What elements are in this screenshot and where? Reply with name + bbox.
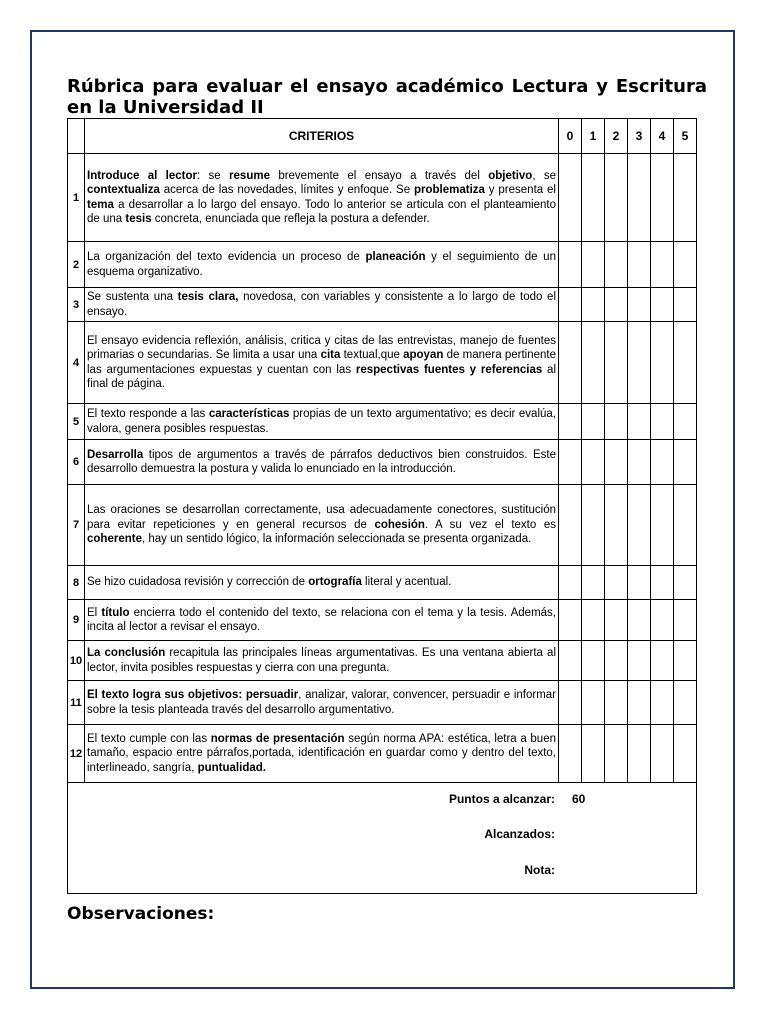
- criterion-fragment: al final de página.: [87, 363, 557, 390]
- score-cell-5[interactable]: [674, 485, 697, 566]
- criterion-text: [85, 646, 558, 675]
- score-cell-1[interactable]: [582, 288, 605, 322]
- rubric-row: [68, 322, 697, 404]
- header-row: [68, 119, 697, 154]
- score-cell-0[interactable]: [559, 681, 582, 725]
- points-value: 60: [572, 792, 586, 806]
- score-cell-5[interactable]: [674, 641, 697, 681]
- criterion-keyword: respectivas fuentes y referencias: [355, 363, 543, 376]
- score-cell-1[interactable]: [582, 154, 605, 242]
- criterion-fragment: y presenta el: [484, 184, 556, 196]
- criterion-fragment: y el seguimiento de un esquema organizativo.: [87, 251, 556, 278]
- criterion-cell: [85, 641, 559, 681]
- score-cell-2[interactable]: [605, 154, 628, 242]
- criterion-keyword: Introduce al lector: [87, 169, 197, 182]
- score-cell-0[interactable]: [559, 566, 582, 600]
- score-cell-2[interactable]: [605, 242, 628, 288]
- score-cell-5[interactable]: [674, 154, 697, 242]
- criterion-fragment: Las oraciones se desarrollan correctamente, usa adecuadamente conectores, sustitución para evitar repeticiones y en general recursos de: [87, 504, 556, 531]
- score-cell-2[interactable]: [605, 600, 628, 641]
- score-cell-1[interactable]: [582, 440, 605, 485]
- criterion-fragment: según norma APA: estética, letra a buen tamaño, espacio entre párrafos,portada, identificación en guardar como y dentro del texto, interlineado, sangría,: [87, 732, 556, 774]
- criterion-text: [85, 688, 558, 717]
- totals-row: [68, 783, 697, 894]
- criterion-keyword: características: [208, 408, 290, 420]
- score-cell-4[interactable]: [651, 600, 674, 641]
- document-title: Rúbrica para evaluar el ensayo académico Lectura y Escritura en la Universidad II: [67, 76, 707, 118]
- rubric-row: [68, 725, 697, 783]
- score-cell-0[interactable]: [559, 288, 582, 322]
- criterion-keyword: problematiza: [413, 184, 485, 196]
- row-number: 11: [68, 681, 85, 725]
- row-number: 9: [68, 600, 85, 641]
- score-cell-4[interactable]: [651, 641, 674, 681]
- criterion-text: [85, 732, 558, 776]
- criterion-cell: [85, 681, 559, 725]
- score-header-5: 5: [674, 119, 697, 154]
- score-cell-5[interactable]: [674, 288, 697, 322]
- row-number: 3: [68, 288, 85, 322]
- criterion-fragment: , hay un sentido lógico, la información seleccionada se presenta organizada.: [141, 533, 532, 546]
- score-cell-2[interactable]: [605, 725, 628, 783]
- score-cell-4[interactable]: [651, 440, 674, 485]
- score-cell-5[interactable]: [674, 566, 697, 600]
- criterion-text: [85, 503, 558, 547]
- score-cell-1[interactable]: [582, 322, 605, 404]
- score-cell-1[interactable]: [582, 681, 605, 725]
- score-cell-5[interactable]: [674, 440, 697, 485]
- score-cell-5[interactable]: [674, 681, 697, 725]
- criterion-text: [85, 290, 558, 319]
- score-cell-0[interactable]: [559, 600, 582, 641]
- row-number: 1: [68, 154, 85, 242]
- row-number: 2: [68, 242, 85, 288]
- row-number: 8: [68, 566, 85, 600]
- criterion-fragment: El: [87, 606, 102, 619]
- score-cell-4[interactable]: [651, 566, 674, 600]
- score-cell-4[interactable]: [651, 154, 674, 242]
- score-cell-1[interactable]: [582, 242, 605, 288]
- criterion-keyword: El texto logra sus objetivos: persuadir: [87, 689, 299, 701]
- score-cell-3[interactable]: [628, 440, 651, 485]
- score-cell-4[interactable]: [651, 288, 674, 322]
- number-header: [68, 119, 85, 154]
- criterion-keyword: contextualiza: [87, 184, 160, 196]
- score-header-1: 1: [582, 119, 605, 154]
- criterion-fragment: encierra todo el contenido del texto, se relaciona con el tema y la tesis. Además, incita al lector a revisar el ensayo.: [87, 606, 556, 633]
- criterion-cell: [85, 242, 559, 288]
- score-cell-4[interactable]: [651, 725, 674, 783]
- criterion-fragment: textual,que: [340, 349, 404, 361]
- score-cell-1[interactable]: [582, 566, 605, 600]
- points-label: Puntos a alcanzar:: [448, 792, 555, 806]
- criterion-cell: [85, 404, 559, 440]
- criterion-fragment: Se sustenta una: [87, 291, 178, 303]
- criterion-keyword: cita: [320, 349, 341, 361]
- rubric-row: [68, 681, 697, 725]
- criterion-fragment: tipos de argumentos a través de párrafos deductivos bien construidos. Este desarrollo demuestra la postura y valida lo enunciado en la introducción.: [87, 448, 556, 475]
- criterion-text: [85, 407, 558, 436]
- criterion-keyword: título: [101, 606, 130, 619]
- score-cell-1[interactable]: [582, 600, 605, 641]
- rubric-row: [68, 242, 697, 288]
- score-header-2: 2: [605, 119, 628, 154]
- rubric-row: [68, 288, 697, 322]
- totals-cell: [68, 783, 697, 894]
- score-cell-5[interactable]: [674, 322, 697, 404]
- score-cell-4[interactable]: [651, 485, 674, 566]
- score-cell-2[interactable]: [605, 404, 628, 440]
- rubric-table: [67, 118, 697, 894]
- score-header-0: 0: [559, 119, 582, 154]
- score-cell-1[interactable]: [582, 404, 605, 440]
- score-cell-0[interactable]: [559, 322, 582, 404]
- criterion-fragment: a desarrollar a lo largo del ensayo. Todo lo anterior se articula con el planteamiento de una: [87, 198, 556, 225]
- score-cell-5[interactable]: [674, 404, 697, 440]
- criterion-keyword: coherente: [87, 533, 142, 546]
- score-cell-0[interactable]: [559, 725, 582, 783]
- criterion-fragment: El ensayo evidencia reflexión, análisis, critica y citas de las entrevistas, manejo de fuentes primarias o secundarias. Se limita a usar una: [87, 334, 556, 361]
- criterion-cell: [85, 322, 559, 404]
- score-cell-2[interactable]: [605, 641, 628, 681]
- criterion-fragment: acerca de las novedades, límites y enfoque. Se: [159, 184, 414, 196]
- criterion-text: [85, 169, 558, 227]
- criterion-keyword: cohesión: [374, 518, 425, 531]
- score-cell-2[interactable]: [605, 681, 628, 725]
- score-cell-3[interactable]: [628, 154, 651, 242]
- criterion-keyword: tesis: [125, 213, 152, 225]
- criterion-keyword: puntualidad.: [197, 761, 266, 774]
- score-cell-0[interactable]: [559, 242, 582, 288]
- score-cell-3[interactable]: [628, 242, 651, 288]
- score-header-3: 3: [628, 119, 651, 154]
- score-cell-0[interactable]: [559, 154, 582, 242]
- criterion-fragment: brevemente el ensayo a través del: [269, 169, 489, 182]
- score-cell-0[interactable]: [559, 440, 582, 485]
- row-number: 6: [68, 440, 85, 485]
- score-cell-3[interactable]: [628, 725, 651, 783]
- criterion-keyword: tesis clara,: [177, 291, 239, 303]
- grade-label: Nota:: [524, 863, 555, 877]
- score-cell-5[interactable]: [674, 725, 697, 783]
- criterion-text: [85, 606, 558, 635]
- observations-heading: Observaciones:: [67, 904, 215, 924]
- row-number: 12: [68, 725, 85, 783]
- score-cell-2[interactable]: [605, 485, 628, 566]
- score-cell-0[interactable]: [559, 404, 582, 440]
- criteria-header: CRITERIOS: [85, 119, 559, 154]
- score-cell-3[interactable]: [628, 641, 651, 681]
- criterion-fragment: de manera pertinente las argumentaciones expuestas y cuentan con las: [87, 349, 556, 376]
- score-cell-3[interactable]: [628, 404, 651, 440]
- criterion-text: [85, 448, 558, 477]
- rubric-row: [68, 154, 697, 242]
- criterion-fragment: El texto cumple con las: [87, 732, 211, 745]
- rubric-row: [68, 600, 697, 641]
- criterion-keyword: La conclusión: [87, 647, 166, 659]
- criterion-fragment: El texto responde a las: [87, 408, 209, 420]
- criterion-keyword: apoyan: [403, 349, 444, 361]
- score-cell-3[interactable]: [628, 288, 651, 322]
- rubric-row: [68, 404, 697, 440]
- score-cell-4[interactable]: [651, 681, 674, 725]
- criterion-keyword: tema: [87, 198, 114, 211]
- score-cell-0[interactable]: [559, 641, 582, 681]
- criterion-text: [85, 250, 558, 279]
- criterion-fragment: La organización del texto evidencia un proceso de: [87, 251, 366, 263]
- criterion-fragment: Se hizo cuidadosa revisión y corrección de: [87, 576, 309, 589]
- score-cell-4[interactable]: [651, 404, 674, 440]
- criterion-cell: [85, 440, 559, 485]
- score-cell-4[interactable]: [651, 322, 674, 404]
- score-cell-3[interactable]: [628, 681, 651, 725]
- criterion-keyword: normas de presentación: [210, 732, 345, 745]
- score-cell-1[interactable]: [582, 641, 605, 681]
- row-number: 4: [68, 322, 85, 404]
- score-cell-2[interactable]: [605, 440, 628, 485]
- criterion-cell: [85, 566, 559, 600]
- criterion-text: [85, 334, 558, 392]
- score-cell-1[interactable]: [582, 485, 605, 566]
- criterion-keyword: planeación: [365, 251, 426, 263]
- score-cell-3[interactable]: [628, 485, 651, 566]
- criterion-fragment: : se: [197, 169, 230, 182]
- criterion-cell: [85, 154, 559, 242]
- row-number: 5: [68, 404, 85, 440]
- row-number: 10: [68, 641, 85, 681]
- rubric-row: [68, 485, 697, 566]
- criterion-cell: [85, 288, 559, 322]
- score-cell-3[interactable]: [628, 600, 651, 641]
- score-cell-2[interactable]: [605, 288, 628, 322]
- criterion-keyword: Desarrolla: [87, 448, 144, 461]
- criterion-fragment: recapitula las principales líneas argumentativas. Es una ventana abierta al lector, invita posibles respuestas y cierra con una pregunta.: [87, 647, 556, 674]
- score-cell-2[interactable]: [605, 322, 628, 404]
- score-cell-5[interactable]: [674, 242, 697, 288]
- criterion-fragment: novedosa, con variables y consistente a lo largo de todo el ensayo.: [87, 291, 557, 318]
- score-cell-5[interactable]: [674, 600, 697, 641]
- score-cell-1[interactable]: [582, 725, 605, 783]
- score-cell-3[interactable]: [628, 566, 651, 600]
- criterion-keyword: resume: [229, 169, 270, 182]
- criterion-fragment: . A su vez el texto es: [424, 518, 556, 531]
- criterion-fragment: propias de un texto argumentativo; es decir evalúa, valora, genera posibles respuestas.: [87, 408, 556, 435]
- rubric-row: [68, 641, 697, 681]
- criterion-cell: [85, 725, 559, 783]
- score-cell-4[interactable]: [651, 242, 674, 288]
- score-cell-3[interactable]: [628, 322, 651, 404]
- criterion-keyword: ortografía: [308, 576, 362, 589]
- criterion-fragment: , se: [532, 169, 557, 182]
- score-header-4: 4: [651, 119, 674, 154]
- criterion-keyword: objetivo: [488, 169, 533, 182]
- criterion-cell: [85, 485, 559, 566]
- criterion-text: [85, 575, 558, 590]
- rubric-row: [68, 566, 697, 600]
- criterion-fragment: literal y acentual.: [361, 576, 452, 589]
- score-cell-0[interactable]: [559, 485, 582, 566]
- criterion-fragment: concreta, enunciada que refleja la postura a defender.: [151, 213, 430, 225]
- score-cell-2[interactable]: [605, 566, 628, 600]
- row-number: 7: [68, 485, 85, 566]
- criterion-fragment: , analizar, valorar, convencer, persuadir e informar sobre la tesis planteada través del desarrollo argumentativo.: [87, 689, 556, 716]
- rubric-row: [68, 440, 697, 485]
- achieved-label: Alcanzados:: [484, 827, 555, 841]
- criterion-cell: [85, 600, 559, 641]
